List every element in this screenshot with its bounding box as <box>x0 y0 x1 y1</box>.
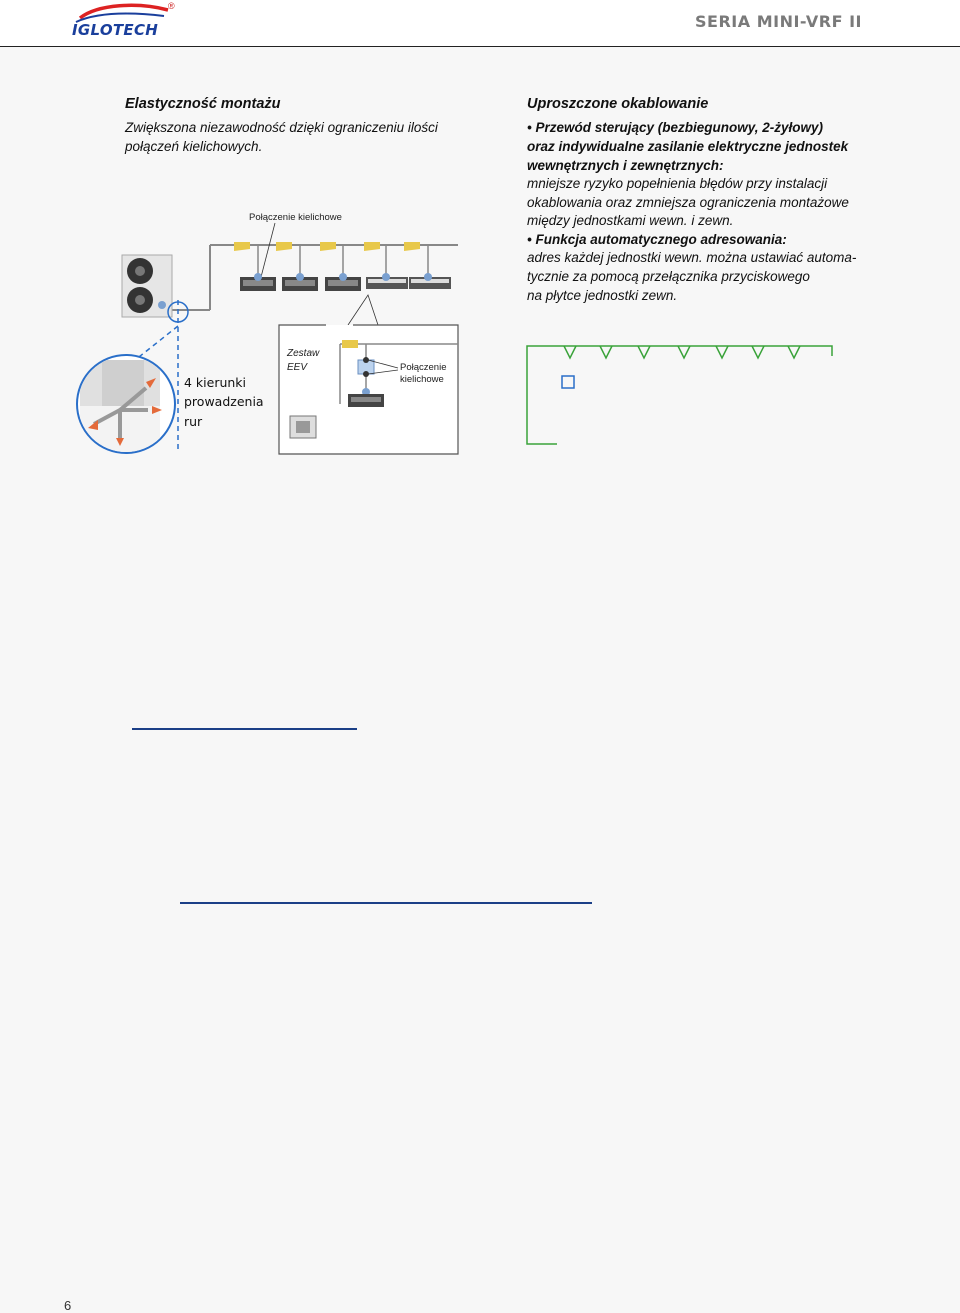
flare-label: Połączenie kielichowe <box>249 212 342 223</box>
series-title: SERIA MINI-VRF II <box>695 12 862 31</box>
eev-inset <box>278 324 460 456</box>
bullet1-line2: oraz indywidualne zasilanie elektryczne jednostek <box>527 139 849 154</box>
pipe-dir-line2: prowadzenia <box>184 394 264 409</box>
text1-line1: mniejsze ryzyko popełnienia błędów przy instalacji <box>527 176 828 191</box>
right-title: Uproszczone okablowanie <box>527 96 709 112</box>
indoor-units <box>240 273 451 291</box>
left-text-line1: Zwiększona niezawodność dzięki ograniczeniu ilości <box>125 120 438 135</box>
left-title: Elastyczność montażu <box>125 96 281 112</box>
flare2-line2: kielichowe <box>400 374 444 385</box>
text2-line2: tycznie za pomocą przełącznika przyciskowego <box>527 269 810 284</box>
registered-mark: ® <box>168 1 175 11</box>
page-number: 6 <box>64 1298 72 1313</box>
bullet1-line1: • Przewód sterujący (bezbiegunowy, 2-żyłowy) <box>527 120 824 135</box>
flare-connectors <box>234 242 420 251</box>
blue-rule-short <box>132 728 357 730</box>
brand-name: IGLOTECH <box>72 21 159 39</box>
text2-line1: adres każdej jednostki wewn. można ustawiać automa- <box>527 250 857 265</box>
flare2-line1: Połączenie <box>400 362 447 373</box>
left-text-line2: połączeń kielichowych. <box>125 139 263 154</box>
pipe-dir-line3: rur <box>184 414 203 429</box>
text1-line2: okablowania oraz zmniejsza ograniczenia montażowe <box>527 195 849 210</box>
blue-rule-long <box>180 902 592 904</box>
page-header <box>0 0 960 47</box>
bullet1-line3: wewnętrznych i zewnętrznych: <box>527 158 724 173</box>
eev-label-line2: EEV <box>287 362 308 373</box>
bullet2: • Funkcja automatycznego adresowania: <box>527 232 787 247</box>
text1-line3: między jednostkami wewn. i zewn. <box>527 213 734 228</box>
eev-label-line1: Zestaw <box>287 348 320 359</box>
pipe-direction-illustration <box>76 352 178 456</box>
text2-line3: na płytce jednostki zewn. <box>527 288 678 303</box>
pipe-dir-line1: 4 kierunki <box>184 375 247 390</box>
wiring-diagram <box>524 342 836 446</box>
